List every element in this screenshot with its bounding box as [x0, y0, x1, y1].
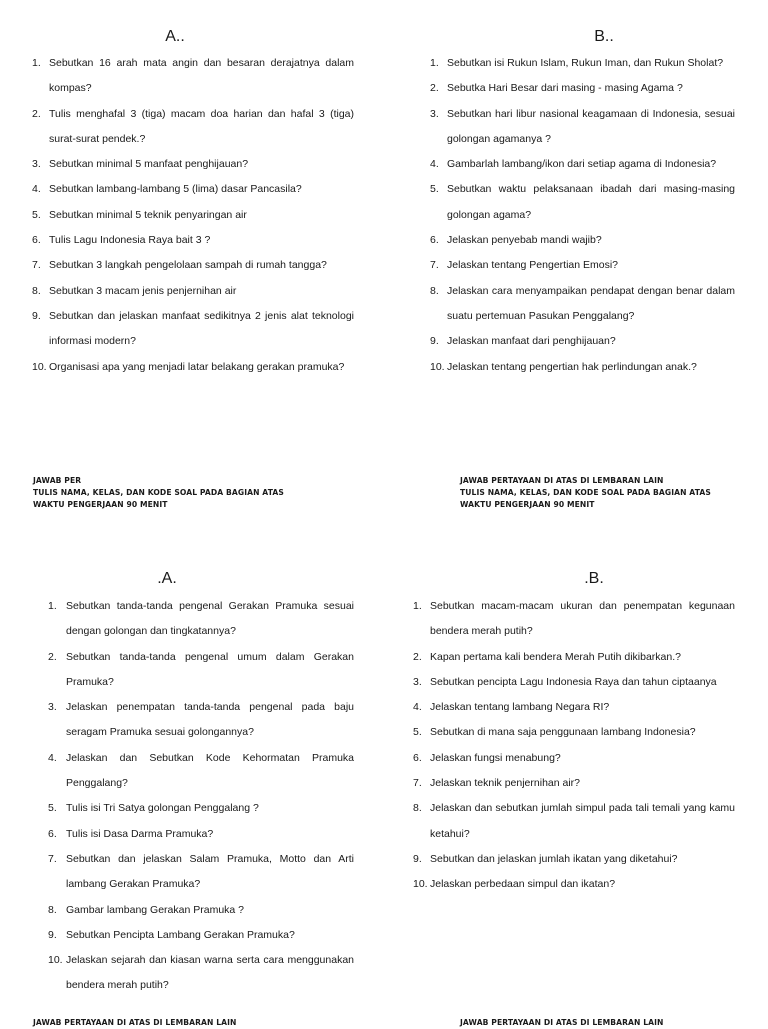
question-item [48, 898, 354, 923]
question-item [32, 203, 354, 228]
question-item [32, 355, 354, 380]
question-item [430, 76, 735, 101]
question-number: 1. [413, 600, 422, 612]
question-text: Jelaskan penyebab mandi wajib? [447, 234, 602, 247]
question-item [413, 594, 735, 645]
question-item [430, 51, 735, 76]
question-text: Sebutkan hari libur nasional keagamaan di Indonesia, sesuai golongan agamanya ? [447, 107, 735, 145]
question-item [32, 304, 354, 355]
question-number: 6. [32, 234, 41, 247]
question-item [430, 355, 735, 380]
question-text: Tulis Lagu Indonesia Raya bait 3 ? [49, 234, 211, 247]
question-text: Sebutkan lambang-lambang 5 (lima) dasar Pancasila? [49, 183, 302, 196]
question-number: 7. [413, 777, 422, 790]
question-item [48, 695, 354, 746]
question-item [48, 948, 354, 999]
question-number: 6. [413, 751, 422, 764]
question-item [32, 51, 354, 102]
question-number: 7. [430, 259, 439, 272]
question-number: 10. [430, 360, 445, 373]
block-title: A.. [165, 28, 185, 45]
question-item [430, 228, 735, 253]
question-number: 2. [413, 650, 422, 663]
question-text: Sebutkan minimal 5 teknik penyaringan air [49, 208, 247, 221]
question-number: 2. [430, 82, 439, 95]
question-number: 10. [413, 878, 428, 891]
question-number: 5. [48, 802, 57, 815]
question-text: Sebutkan isi Rukun Islam, Rukun Iman, dan Rukun Sholat? [447, 57, 724, 69]
question-item [430, 102, 735, 153]
question-item [32, 102, 354, 153]
question-item [413, 872, 735, 897]
question-number: 9. [48, 928, 57, 941]
question-item [32, 279, 354, 304]
question-text: Sebutkan Pencipta Lambang Gerakan Pramuka? [66, 928, 295, 941]
question-text: Sebutkan di mana saja penggunaan lambang Indonesia? [430, 726, 696, 739]
question-number: 4. [48, 751, 57, 764]
question-item [413, 695, 735, 720]
question-text: Jelaskan tentang lambang Negara RI? [430, 701, 610, 714]
question-item [32, 177, 354, 202]
question-text: Jelaskan tentang pengertian hak perlindungan anak.? [447, 360, 697, 373]
question-text: Sebutkan tanda-tanda pengenal Gerakan Pramuka sesuai dengan golongan dan tingkatannya? [66, 600, 354, 638]
question-number: 8. [430, 284, 439, 297]
question-text: Tulis menghafal 3 (tiga) macam doa harian dan hafal 3 (tiga) surat-surat pendek.? [49, 107, 354, 145]
question-text: Kapan pertama kali bendera Merah Putih dikibarkan.? [430, 650, 681, 663]
question-list [413, 594, 735, 898]
instructions-footer [460, 475, 711, 512]
question-text: Tulis isi Tri Satya golongan Penggalang ? [66, 802, 259, 815]
question-text: Tulis isi Dasa Darma Pramuka? [66, 827, 214, 840]
question-number: 2. [48, 650, 57, 663]
question-list [32, 51, 354, 380]
question-number: 1. [48, 600, 57, 612]
question-number: 3. [32, 158, 41, 171]
question-text: Sebutkan pencipta Lagu Indonesia Raya dan tahun ciptaanya [430, 675, 717, 688]
question-text: Sebutkan tanda-tanda pengenal umum dalam Gerakan Pramuka? [66, 650, 354, 688]
question-text: Sebutkan dan jelaskan jumlah ikatan yang diketahui? [430, 852, 678, 865]
question-text: Sebutkan macam-macam ukuran dan penempatan kegunaan bendera merah putih? [430, 600, 735, 638]
question-item [413, 771, 735, 796]
question-text: Jelaskan manfaat dari penghijauan? [447, 335, 616, 348]
question-item [430, 279, 735, 330]
question-list [430, 51, 735, 380]
question-number: 1. [430, 57, 439, 69]
question-item [430, 329, 735, 354]
question-text: Sebutkan 3 macam jenis penjernihan air [49, 284, 237, 297]
question-text: Sebutkan waktu pelaksanaan ibadah dari masing-masing golongan agama? [447, 183, 735, 221]
question-item [413, 645, 735, 670]
question-text: Sebutkan dan jelaskan manfaat sedikitnya 2 jenis alat teknologi informasi modern? [49, 309, 354, 348]
question-text: Jelaskan penempatan tanda-tanda pengenal pada baju seragam Pramuka sesuai golongannya? [66, 701, 354, 739]
block-title: B.. [594, 28, 614, 45]
question-item [413, 670, 735, 695]
question-number: 7. [48, 852, 57, 865]
question-number: 6. [430, 234, 439, 247]
question-item [48, 645, 354, 696]
instructions-footer [33, 1017, 237, 1029]
footer-line: JAWAB PERTAYAAN DI ATAS DI LEMBARAN LAIN [33, 1018, 237, 1027]
instructions-footer [460, 1017, 664, 1029]
question-number: 4. [32, 183, 41, 196]
question-item [32, 228, 354, 253]
question-number: 4. [413, 701, 422, 714]
question-number: 8. [32, 284, 41, 297]
question-number: 3. [430, 107, 439, 120]
question-number: 4. [430, 158, 439, 171]
footer-line: JAWAB PER [33, 476, 82, 485]
question-item [430, 177, 735, 228]
question-text: Organisasi apa yang menjadi latar belakang gerakan pramuka? [49, 360, 345, 373]
question-item [48, 746, 354, 797]
question-number: 5. [430, 183, 439, 196]
question-text: Jelaskan sejarah dan kiasan warna serta cara menggunakan bendera merah putih? [66, 954, 354, 992]
question-text: Jelaskan teknik penjernihan air? [430, 777, 581, 790]
question-text: Sebutkan 16 arah mata angin dan besaran derajatnya dalam kompas? [49, 57, 354, 95]
question-text: Sebutkan minimal 5 manfaat penghijauan? [49, 158, 249, 171]
question-item [48, 822, 354, 847]
question-number: 9. [413, 852, 422, 865]
question-number: 9. [430, 335, 439, 348]
question-text: Sebutka Hari Besar dari masing - masing Agama ? [447, 82, 683, 95]
question-item [48, 923, 354, 948]
question-text: Gambarlah lambang/ikon dari setiap agama di Indonesia? [447, 158, 717, 171]
question-number: 8. [413, 802, 422, 815]
footer-line: WAKTU PENGERJAAN 90 MENIT [33, 500, 168, 510]
question-number: 8. [48, 903, 57, 916]
question-item [413, 796, 735, 847]
block-title: .A. [157, 570, 177, 587]
question-number: 10. [48, 954, 63, 967]
footer-line: TULIS NAMA, KELAS, DAN KODE SOAL PADA BAGIAN ATAS [460, 488, 711, 498]
question-item [413, 720, 735, 745]
question-item [413, 746, 735, 771]
question-number: 5. [32, 208, 41, 221]
question-number: 2. [32, 107, 41, 120]
question-text: Sebutkan dan jelaskan Salam Pramuka, Motto dan Arti lambang Gerakan Pramuka? [66, 852, 354, 891]
question-list [48, 594, 354, 999]
question-item [32, 152, 354, 177]
footer-line: WAKTU PENGERJAAN 90 MENIT [460, 500, 595, 510]
footer-line: JAWAB PERTAYAAN DI ATAS DI LEMBARAN LAIN [460, 1018, 664, 1027]
question-text: Jelaskan cara menyampaikan pendapat dengan benar dalam suatu pertemuan Pasukan Penggalang? [447, 284, 735, 322]
question-number: 6. [48, 827, 57, 840]
question-number: 3. [413, 675, 422, 688]
question-item [48, 594, 354, 645]
question-text: Jelaskan dan sebutkan jumlah simpul pada tali temali yang kamu ketahui? [430, 802, 735, 840]
block-title: .B. [584, 570, 604, 587]
footer-line: JAWAB PERTAYAAN DI ATAS DI LEMBARAN LAIN [460, 476, 664, 485]
question-text: Jelaskan perbedaan simpul dan ikatan? [430, 878, 616, 891]
question-text: Jelaskan tentang Pengertian Emosi? [447, 259, 619, 272]
question-text: Jelaskan fungsi menabung? [430, 751, 561, 764]
question-text: Jelaskan dan Sebutkan Kode Kehormatan Pramuka Penggalang? [66, 751, 354, 790]
instructions-footer [33, 475, 284, 512]
question-item [430, 253, 735, 278]
question-item [413, 847, 735, 872]
question-number: 7. [32, 259, 41, 272]
question-item [48, 847, 354, 898]
question-item [430, 152, 735, 177]
question-text: Sebutkan 3 langkah pengelolaan sampah di rumah tangga? [49, 259, 327, 272]
question-number: 10. [32, 360, 47, 373]
question-item [48, 796, 354, 821]
footer-line: TULIS NAMA, KELAS, DAN KODE SOAL PADA BAGIAN ATAS [33, 488, 284, 498]
question-item [32, 253, 354, 278]
question-text: Gambar lambang Gerakan Pramuka ? [66, 903, 245, 916]
question-number: 9. [32, 309, 41, 322]
question-number: 5. [413, 726, 422, 739]
question-number: 1. [32, 57, 41, 69]
question-number: 3. [48, 701, 57, 714]
